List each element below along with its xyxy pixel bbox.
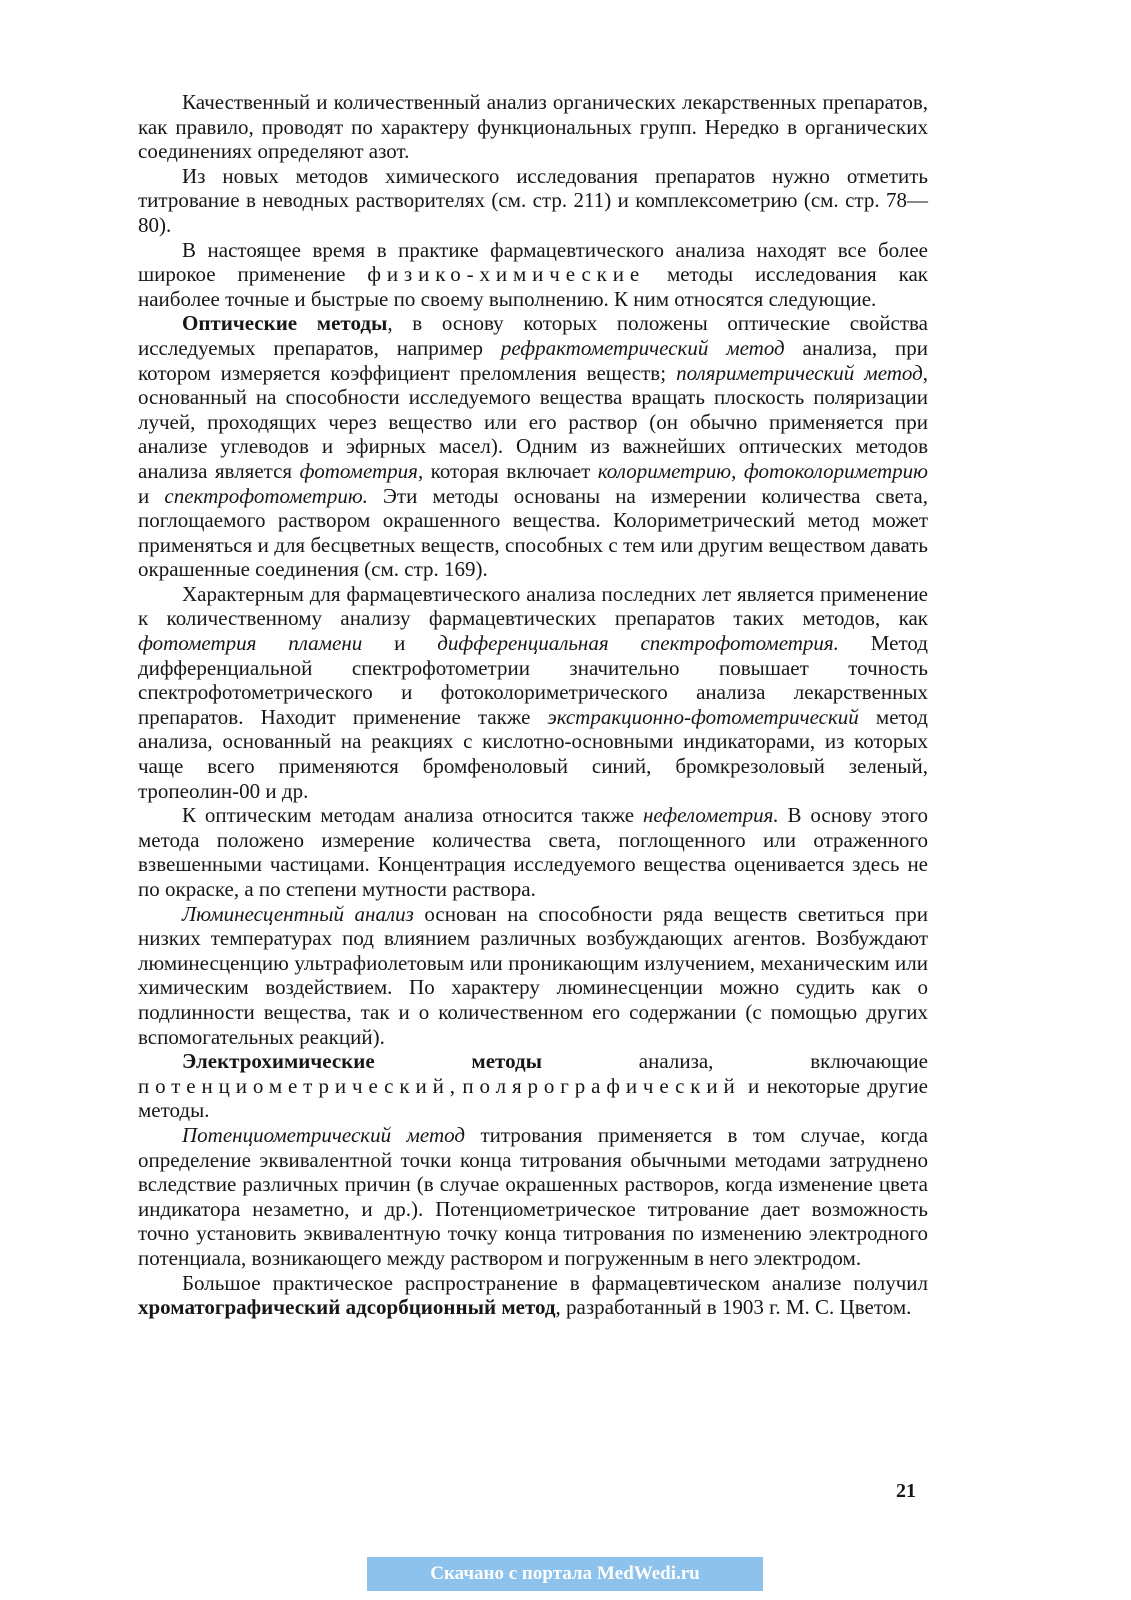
text-segment: основан на способности ряда веществ светиться при низких температурах под влиянием различных возбуждающих агентов. Возбуждают люминесценцию ультрафиолетовым или проникающим излучением, механическим или химическим воздействием. По характеру люминесценции можно судить как о подлинности вещества, так и о количественном его содержании (с помощью других вспомогательных реакций). <box>138 901 928 1049</box>
text-segment: рефрактометрический метод <box>500 335 785 360</box>
text-segment: титрования применяется в том случае, когда определение эквивалентной точки конца титрования обычными методами затруднено вследствие различных причин (в случае окрашенных растворов, когда изменение цвета индикатора незаметно, и др.). Потенциометрическое титрование дает возможность точно установить эквивалентную точку конца титрования по изменению электродного потенциала, возникающего между раствором и погруженным в него электродом. <box>138 1122 928 1270</box>
text-segment: Метод дифференциальной спектрофотометрии значительно повышает точность спектрофотометрического и фотоколориметрического анализа лекарственных препаратов. Находит применение также <box>138 631 928 729</box>
paragraph <box>138 1123 928 1271</box>
text-segment: и <box>138 483 165 508</box>
text-segment: колориметрию, фотоколориметрию <box>597 458 928 483</box>
text-segment: анализа, при котором измеряется коэффициент преломления веществ; <box>138 335 928 385</box>
paragraph <box>138 164 928 238</box>
text-segment: Качественный и количественный анализ органических лекарственных препаратов, как правило, проводят по характеру функциональных групп. Нередко в органических соединениях определяют азот. <box>138 90 928 164</box>
text-segment: нефелометрия. <box>642 803 779 828</box>
text-segment: Электрохимические методы <box>182 1049 543 1074</box>
text-segment: Эти методы основаны на измерении количества света, поглощаемого раствором окрашенного вещества. Колориметрический метод может применяться и для бесцветных веществ, способных с тем или другим веществом давать окрашенные соединения (см. стр. 169). <box>138 483 928 582</box>
page-body <box>138 90 928 1320</box>
page-number: 21 <box>896 1480 916 1502</box>
text-segment: , разработанный в 1903 г. М. С. Цветом. <box>555 1295 912 1320</box>
text-segment: анализа, включающие <box>542 1049 928 1074</box>
text-segment: фотометрия пламени <box>138 631 363 656</box>
text-segment: Потенциометрический метод <box>182 1122 465 1147</box>
text-segment: Люминесцентный анализ <box>182 901 414 926</box>
text-segment: фотометрия <box>299 458 418 483</box>
text-segment: Из новых методов химического исследования препаратов нужно отметить титрование в неводных растворителях (см. стр. 211) и комплексометрию (см. стр. 78—80). <box>138 163 928 237</box>
text-segment: поляриметрический метод <box>676 360 923 385</box>
paragraph <box>138 311 928 582</box>
text-segment: физико-химические <box>367 262 646 287</box>
text-segment: дифференциальная спектрофотометрия. <box>437 631 839 656</box>
text-segment: , основанный на способности исследуемого вещества вращать плоскость поляризации лучей, проходящих через вещество или его раствор (он обычно применяется при анализе углеводов и эфирных масел). Одним из важнейших оптических методов анализа является <box>138 360 929 483</box>
text-segment: потенциометрический <box>138 1073 450 1098</box>
text-segment: хроматографический адсорбционный метод <box>138 1295 556 1320</box>
text-segment: , <box>449 1073 463 1098</box>
paragraph <box>138 1049 928 1123</box>
paragraph <box>138 238 928 312</box>
text-segment: и <box>362 631 438 656</box>
text-segment: спектрофотометрию. <box>164 483 368 508</box>
text-segment: В настоящее время в практике фармацевтического анализа находят все более широкое применение <box>138 237 928 287</box>
text-segment: В основу этого метода положено измерение количества света, поглощенного или отраженного взвешенными частицами. Концентрация исследуемого вещества оценивается здесь не по окраске, а по степени мутности раствора. <box>138 803 929 901</box>
text-segment: К оптическим методам анализа относится также <box>182 803 643 828</box>
text-segment: Большое практическое распространение в фармацевтическом анализе получил <box>182 1270 928 1295</box>
text-segment: , которая включает <box>417 458 598 483</box>
text-segment: Характерным для фармацевтического анализа последних лет является применение к количественному анализу фармацевтических препаратов таких методов, как <box>138 581 928 631</box>
paragraph <box>138 90 928 164</box>
text-segment: и некоторые другие методы. <box>138 1073 928 1123</box>
download-watermark-banner[interactable]: Скачано с портала MedWedi.ru <box>367 1557 763 1591</box>
text-segment: полярографический <box>462 1073 741 1098</box>
paragraph <box>138 902 928 1050</box>
paragraph <box>138 582 928 803</box>
text-segment: Оптические методы <box>182 311 388 336</box>
paragraph <box>138 803 928 901</box>
text-segment: методы исследования как наиболее точные и быстрые по своему выполнению. К ним относятся следующие. <box>138 262 928 311</box>
text-segment: метод анализа, основанный на реакциях с кислотно-основными индикаторами, из которых чаще всего применяются бромфеноловый синий, бромкрезоловый зеленый, тропеолин-00 и др. <box>138 704 928 803</box>
text-segment: , в основу которых положены оптические свойства исследуемых препаратов, например <box>138 311 928 360</box>
text-segment: экстракционно-фотометрический <box>547 704 859 729</box>
paragraph <box>138 1271 928 1320</box>
